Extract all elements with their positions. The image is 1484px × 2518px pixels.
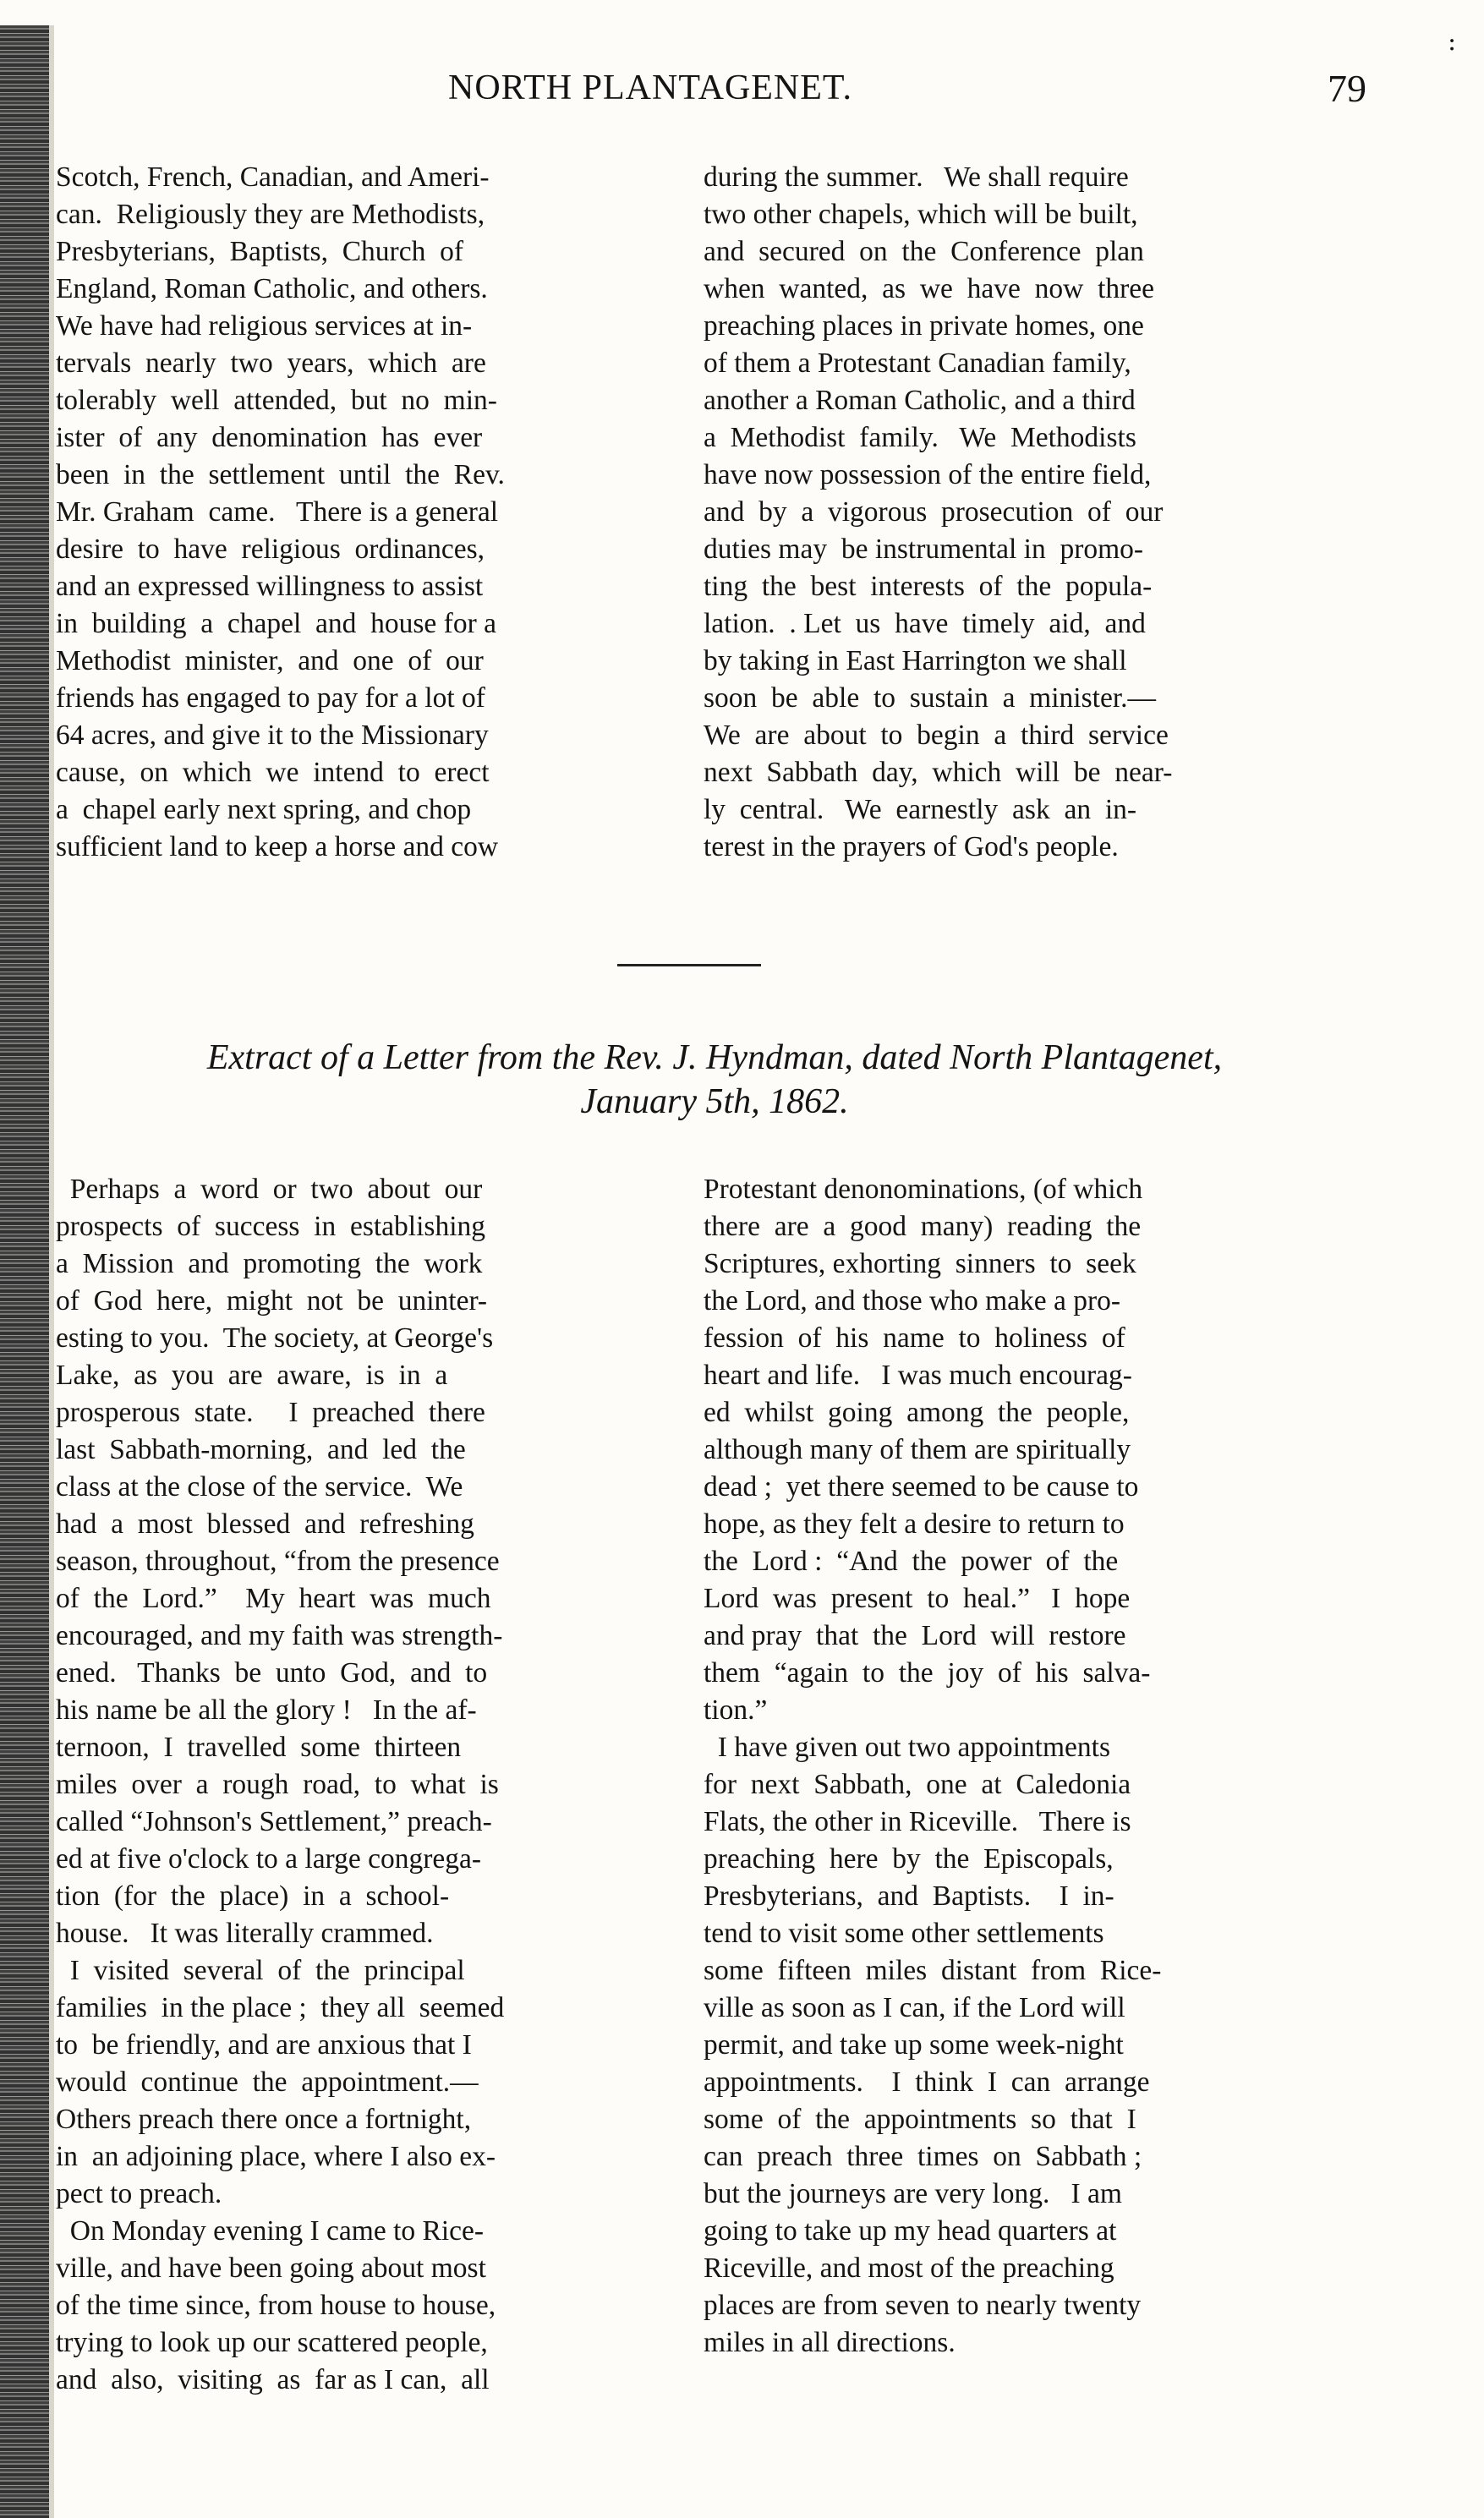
- text-line: but the journeys are very long. I am: [704, 2178, 1122, 2209]
- text-line: in an adjoining place, where I also ex-: [56, 2141, 496, 2172]
- text-line: ville as soon as I can, if the Lord will: [704, 1992, 1125, 2023]
- text-line: duties may be instrumental in promo-: [704, 534, 1144, 565]
- text-line: Scriptures, exhorting sinners to seek: [704, 1248, 1136, 1279]
- text-line: season, throughout, “from the presence: [56, 1546, 500, 1577]
- section1-right-column: [704, 159, 1172, 866]
- text-line: a Methodist family. We Methodists: [704, 422, 1136, 453]
- text-line: cause, on which we intend to erect: [56, 757, 490, 788]
- text-line: the Lord, and those who make a pro-: [704, 1285, 1121, 1316]
- text-line: miles over a rough road, to what is: [56, 1769, 499, 1800]
- text-line: had a most blessed and refreshing: [56, 1508, 474, 1540]
- text-line: ed at five o'clock to a large congrega-: [56, 1843, 482, 1875]
- text-line: and also, visiting as far as I can, all: [56, 2364, 490, 2395]
- text-line: tolerably well attended, but no min-: [56, 385, 497, 416]
- text-line: ting the best interests of the popula-: [704, 571, 1153, 602]
- text-line: some of the appointments so that I: [704, 2104, 1136, 2135]
- text-line: another a Roman Catholic, and a third: [704, 385, 1136, 416]
- text-line: Scotch, French, Canadian, and Ameri-: [56, 161, 490, 193]
- text-line: We have had religious services at in-: [56, 310, 473, 342]
- text-line: families in the place ; they all seemed: [56, 1992, 505, 2023]
- text-line: ville, and have been going about most: [56, 2253, 486, 2284]
- text-line: preaching here by the Episcopals,: [704, 1843, 1114, 1875]
- text-line: Others preach there once a fortnight,: [56, 2104, 472, 2135]
- text-line: heart and life. I was much encourag-: [704, 1360, 1132, 1391]
- text-line: when wanted, as we have now three: [704, 273, 1155, 304]
- text-line: and by a vigorous prosecution of our: [704, 496, 1164, 528]
- text-line: soon be able to sustain a minister.—: [704, 682, 1157, 714]
- text-line: terest in the prayers of God's people.: [704, 831, 1119, 862]
- text-line: preaching places in private homes, one: [704, 310, 1144, 342]
- text-line: Presbyterians, Baptists, Church of: [56, 236, 463, 267]
- text-line: Presbyterians, and Baptists. I in-: [704, 1880, 1114, 1912]
- text-line: We are about to begin a third service: [704, 720, 1169, 751]
- book-spine: [0, 25, 49, 2518]
- text-line: house. It was literally crammed.: [56, 1918, 434, 1949]
- text-line: to be friendly, and are anxious that I: [56, 2029, 472, 2061]
- text-line: been in the settlement until the Rev.: [56, 459, 505, 490]
- text-line: 64 acres, and give it to the Missionary: [56, 720, 489, 751]
- text-line: ened. Thanks be unto God, and to: [56, 1657, 488, 1689]
- section-divider: [617, 964, 761, 966]
- text-line: Flats, the other in Riceville. There is: [704, 1806, 1131, 1837]
- text-line: ternoon, I travelled some thirteen: [56, 1732, 462, 1763]
- text-line: and secured on the Conference plan: [704, 236, 1144, 267]
- text-line: in building a chapel and house for a: [56, 608, 496, 639]
- text-line: going to take up my head quarters at: [704, 2215, 1117, 2247]
- text-line: prosperous state. I preached there: [56, 1397, 485, 1428]
- text-line: fession of his name to holiness of: [704, 1322, 1125, 1354]
- text-line: for next Sabbath, one at Caledonia: [704, 1769, 1131, 1800]
- text-line: desire to have religious ordinances,: [56, 534, 485, 565]
- text-line: some fifteen miles distant from Rice-: [704, 1955, 1162, 1986]
- text-line: next Sabbath day, which will be near-: [704, 757, 1173, 788]
- page-number: 79: [1328, 67, 1366, 110]
- text-line: and an expressed willingness to assist: [56, 571, 484, 602]
- text-line: would continue the appointment.—: [56, 2066, 479, 2098]
- text-line: can preach three times on Sabbath ;: [704, 2141, 1142, 2172]
- text-line: ly central. We earnestly ask an in-: [704, 794, 1137, 825]
- text-line: esting to you. The society, at George's: [56, 1322, 494, 1354]
- text-line: a chapel early next spring, and chop: [56, 794, 472, 825]
- extract-heading-date: January 5th, 1862.: [580, 1082, 849, 1121]
- text-line: of the Lord.” My heart was much: [56, 1583, 491, 1614]
- text-line: friends has engaged to pay for a lot of: [56, 682, 485, 714]
- text-line: can. Religiously they are Methodists,: [56, 199, 485, 230]
- text-line: called “Johnson's Settlement,” preach-: [56, 1806, 492, 1837]
- text-line: ister of any denomination has ever: [56, 422, 483, 453]
- text-line: hope, as they felt a desire to return to: [704, 1508, 1125, 1540]
- text-line: Mr. Graham came. There is a general: [56, 496, 499, 528]
- text-line: pect to preach.: [56, 2178, 222, 2209]
- spine-edge: [49, 25, 54, 2518]
- text-line: ed whilst going among the people,: [704, 1397, 1130, 1428]
- text-line: Protestant denonominations, (of which: [704, 1174, 1143, 1205]
- text-line: permit, and take up some week-night: [704, 2029, 1124, 2061]
- extract-heading: [59, 1036, 1370, 1124]
- text-line: have now possession of the entire field,: [704, 459, 1152, 490]
- section1-left-column: [56, 159, 505, 866]
- text-line: tion (for the place) in a school-: [56, 1880, 450, 1912]
- text-line: trying to look up our scattered people,: [56, 2327, 488, 2358]
- text-line: his name be all the glory ! In the af-: [56, 1694, 477, 1726]
- text-line: Methodist minister, and one of our: [56, 645, 484, 676]
- text-line: of them a Protestant Canadian family,: [704, 348, 1131, 379]
- corner-mark: :: [1448, 27, 1457, 57]
- text-line: prospects of success in establishing: [56, 1211, 485, 1242]
- section2-right-column: [704, 1171, 1161, 2362]
- text-line: during the summer. We shall require: [704, 161, 1129, 193]
- text-line: dead ; yet there seemed to be cause to: [704, 1471, 1139, 1503]
- text-line: I visited several of the principal: [56, 1955, 465, 1986]
- text-line: England, Roman Catholic, and others.: [56, 273, 488, 304]
- text-line: them “again to the joy of his salva-: [704, 1657, 1151, 1689]
- text-line: there are a good many) reading the: [704, 1211, 1142, 1242]
- text-line: sufficient land to keep a horse and cow: [56, 831, 499, 862]
- text-line: tervals nearly two years, which are: [56, 348, 486, 379]
- text-line: the Lord : “And the power of the: [704, 1546, 1119, 1577]
- text-line: of the time since, from house to house,: [56, 2290, 496, 2321]
- text-line: Perhaps a word or two about our: [56, 1174, 483, 1205]
- running-title: NORTH PLANTAGENET.: [448, 68, 852, 107]
- section2-left-column: [56, 1171, 504, 2399]
- text-line: appointments. I think I can arrange: [704, 2066, 1150, 2098]
- text-line: although many of them are spiritually: [704, 1434, 1131, 1465]
- text-line: Lake, as you are aware, is in a: [56, 1360, 448, 1391]
- text-line: lation. . Let us have timely aid, and: [704, 608, 1146, 639]
- text-line: On Monday evening I came to Rice-: [56, 2215, 485, 2247]
- text-line: by taking in East Harrington we shall: [704, 645, 1127, 676]
- text-line: last Sabbath-morning, and led the: [56, 1434, 466, 1465]
- text-line: a Mission and promoting the work: [56, 1248, 483, 1279]
- text-line: encouraged, and my faith was strength-: [56, 1620, 503, 1651]
- text-line: Lord was present to heal.” I hope: [704, 1583, 1131, 1614]
- text-line: miles in all directions.: [704, 2327, 956, 2358]
- text-line: tion.”: [704, 1694, 768, 1726]
- text-line: of God here, might not be uninter-: [56, 1285, 488, 1316]
- text-line: two other chapels, which will be built,: [704, 199, 1138, 230]
- text-line: tend to visit some other settlements: [704, 1918, 1104, 1949]
- text-line: places are from seven to nearly twenty: [704, 2290, 1142, 2321]
- text-line: class at the close of the service. We: [56, 1471, 463, 1503]
- text-line: and pray that the Lord will restore: [704, 1620, 1126, 1651]
- text-line: I have given out two appointments: [704, 1732, 1111, 1763]
- text-line: Riceville, and most of the preaching: [704, 2253, 1114, 2284]
- extract-heading-line: Extract of a Letter from the Rev. J. Hyndman, dated North Plantagenet,: [206, 1038, 1223, 1077]
